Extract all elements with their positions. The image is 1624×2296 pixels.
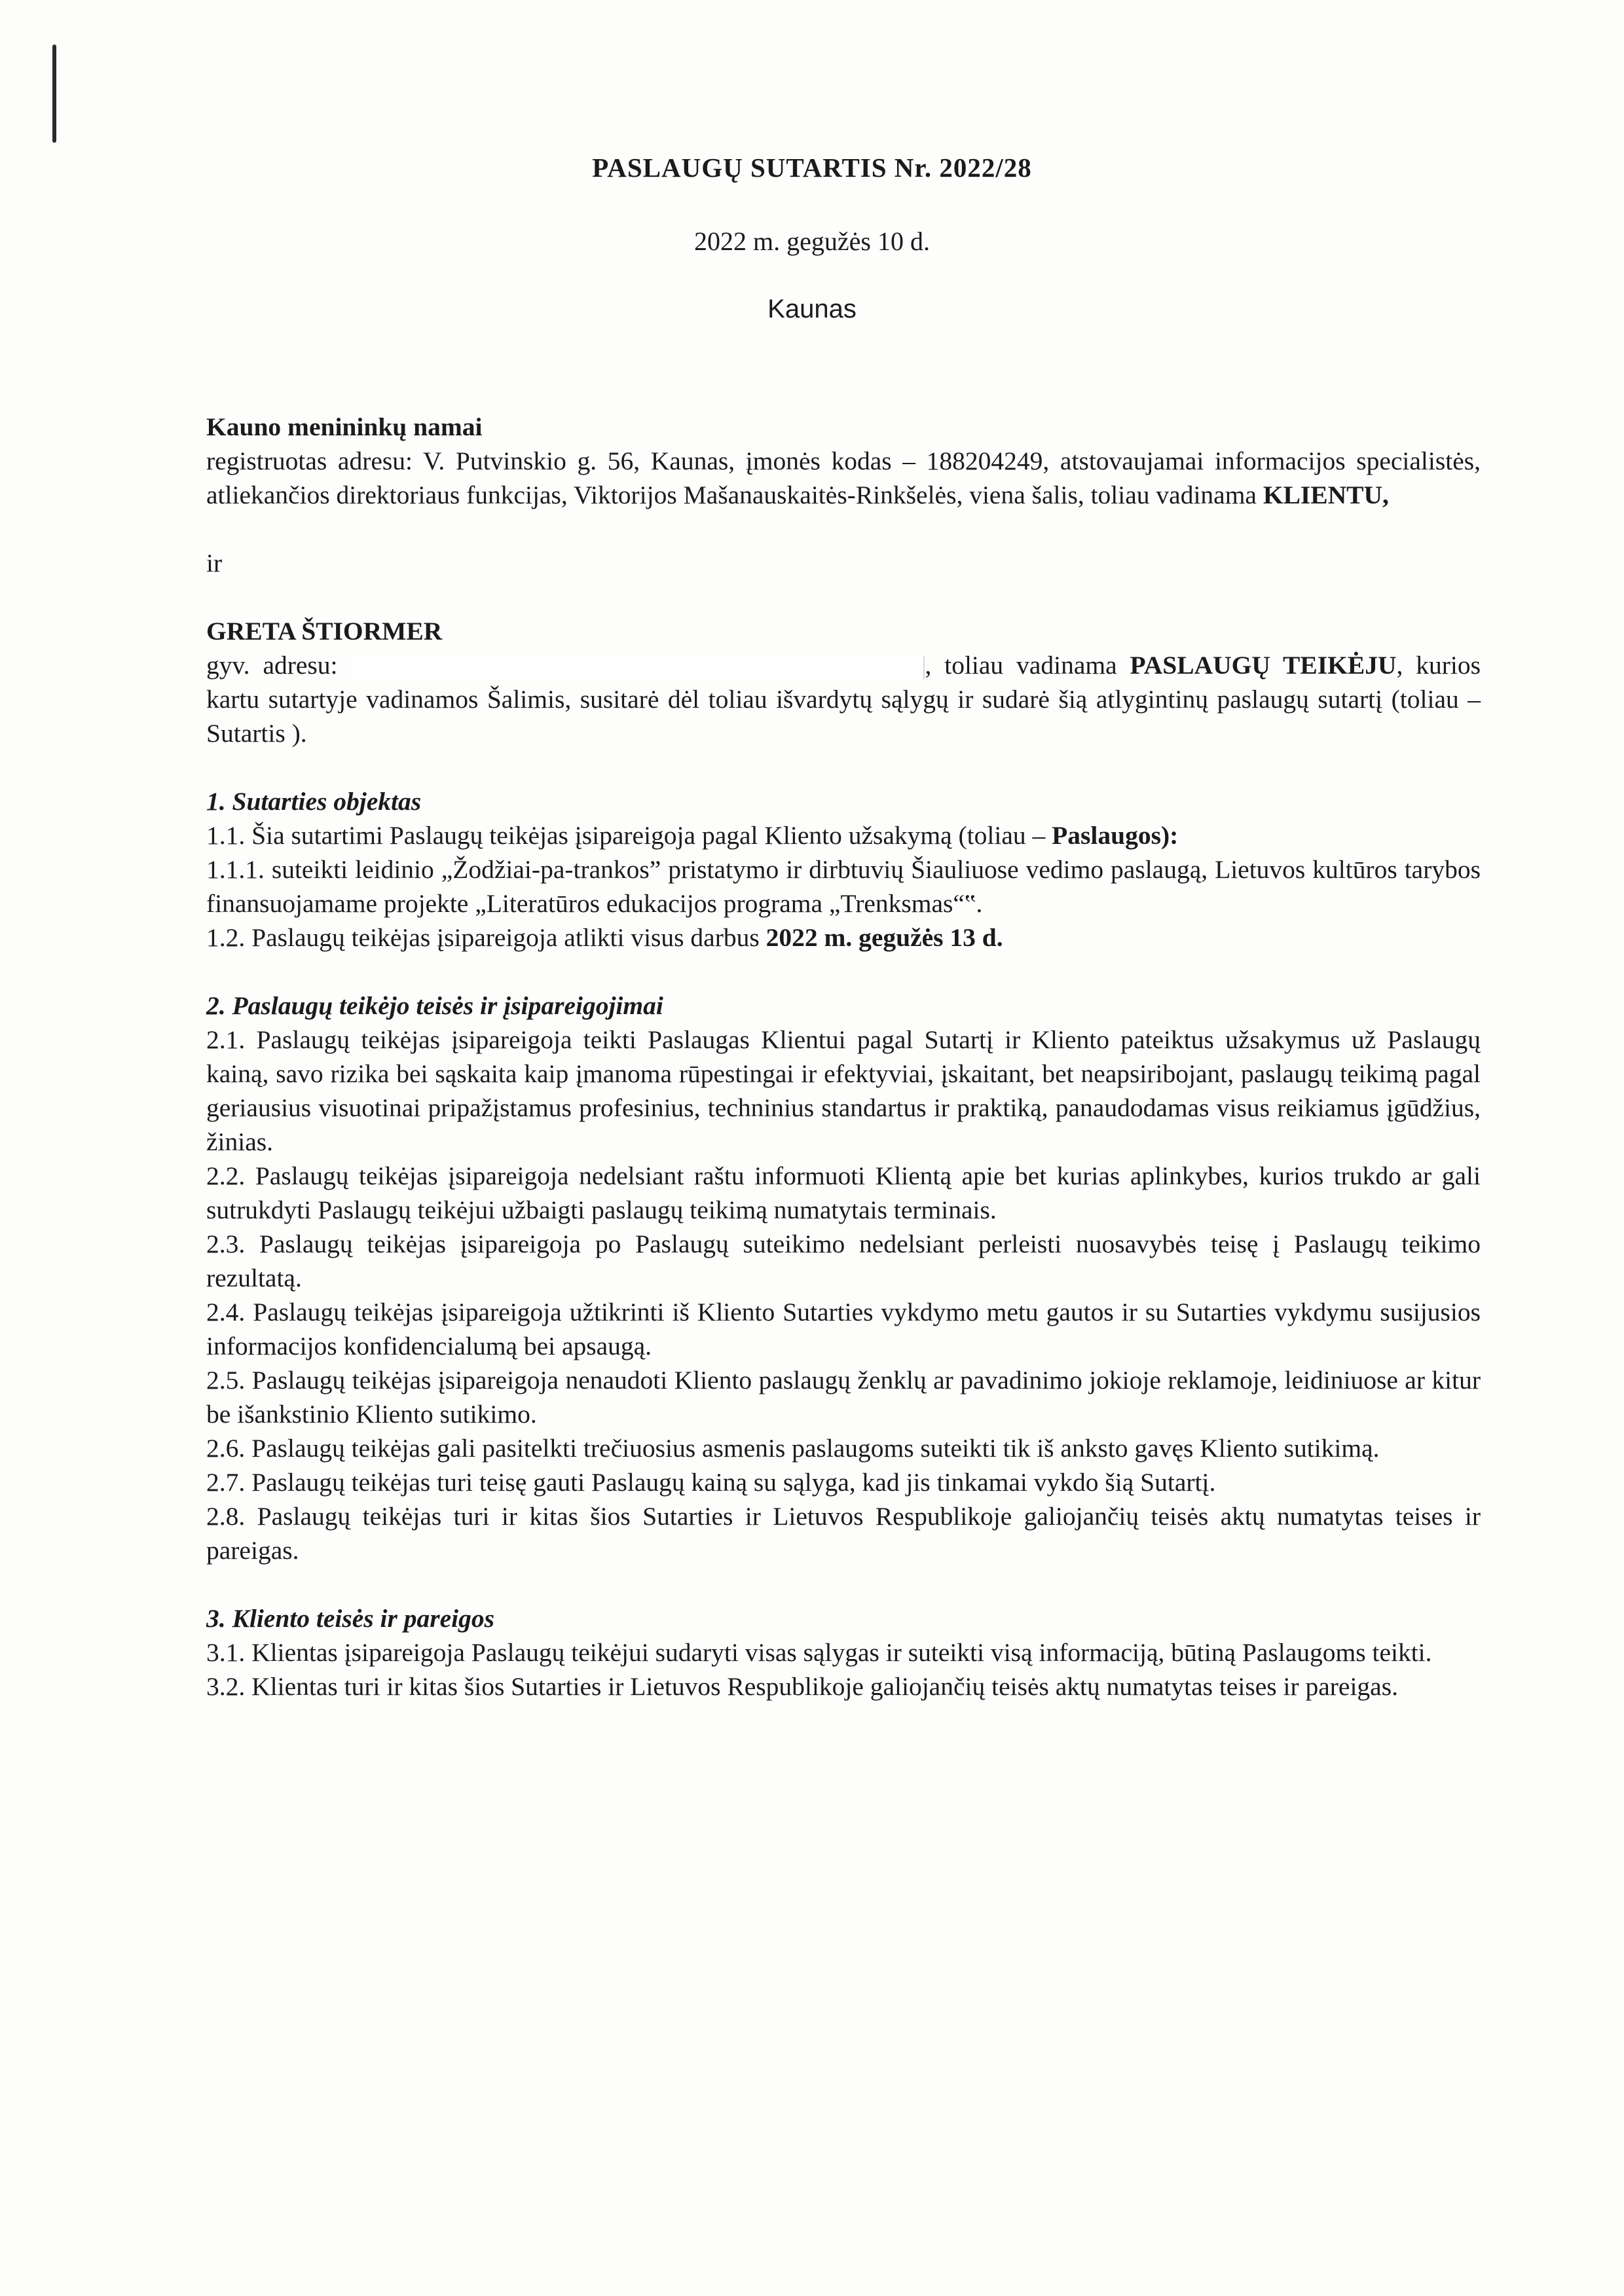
clause-1-1-1: 1.1.1. suteikti leidinio „Žodžiai-pa-trankos” pristatymo ir dirbtuvių Šiauliuose vedimo paslaugą, Lietuvos kultūros tarybos finansuojamame projekte „Literatūros edukacijos programa „Trenksmas“‟. — [206, 855, 1481, 918]
party1-text: registruotas adresu: V. Putvinskio g. 56, Kaunas, įmonės kodas – 188204249, atstovaujamai informacijos specialistės, atliekančios direktoriaus funkcijas, Viktorijos Mašanauskaitės-Rinkšelės, viena šalis, toliau vadinama — [206, 446, 1481, 509]
redacted-address — [350, 656, 925, 680]
clause-1-2-text: 1.2. Paslaugų teikėjas įsipareigoja atlikti visus darbus — [206, 923, 760, 952]
clause-2-1: 2.1. Paslaugų teikėjas įsipareigoja teikti Paslaugas Klientui pagal Sutartį ir Kliento pateiktus užsakymus už Paslaugų kainą, savo rizika bei sąskaita kaip įmanoma rūpestingai ir efektyviai, įskaitant, bet neapsiribojant, paslaugų teikimą pagal geriausius visuotinai pripažįstamus profesinius, techninius standartus ir praktiką, panaudodamas visus reikiamus įgūdžius, žinias. — [206, 1025, 1481, 1156]
clause-2-8: 2.8. Paslaugų teikėjas turi ir kitas šios Sutarties ir Lietuvos Respublikoje galiojančių teisės aktų numatytas teises ir pareigas. — [206, 1502, 1481, 1565]
clause-2-4: 2.4. Paslaugų teikėjas įsipareigoja užtikrinti iš Kliento Sutarties vykdymo metu gautos ir su Sutarties vykdymu susijusios informacijos konfidencialumą bei apsaugą. — [206, 1298, 1481, 1360]
clause-1-1-text: 1.1. Šia sutartimi Paslaugų teikėjas įsipareigoja pagal Kliento užsakymą (toliau – — [206, 821, 1046, 850]
party1-details — [206, 444, 1481, 512]
party2-details — [206, 648, 1481, 750]
clause-3-1: 3.1. Klientas įsipareigoja Paslaugų teikėjui sudaryti visas sąlygas ir suteikti visą informaciją, būtiną Paslaugoms teikti. — [206, 1638, 1432, 1667]
clause-3-2: 3.2. Klientas turi ir kitas šios Sutarties ir Lietuvos Respublikoje galiojančių teisės aktų numatytas teises ir pareigas. — [206, 1672, 1398, 1701]
section3-heading: 3. Kliento teisės ir pareigos — [206, 1604, 494, 1633]
clause-1-1-bold: Paslaugos): — [1052, 821, 1179, 850]
clause-1-2 — [206, 920, 1481, 955]
party1-name: Kauno menininkų namai — [206, 412, 483, 441]
contract-title: PASLAUGŲ SUTARTIS Nr. 2022/28 — [592, 153, 1032, 183]
contract-date: 2022 m. gegužės 10 d. — [694, 227, 930, 256]
party2-name: GRETA ŠTIORMER — [206, 617, 443, 646]
contract-body — [206, 410, 1481, 1704]
section2-heading: 2. Paslaugų teikėjo teisės ir įsipareigojimai — [206, 991, 663, 1020]
party1-role: KLIENTU, — [1263, 481, 1389, 509]
clause-2-6: 2.6. Paslaugų teikėjas gali pasitelkti trečiuosius asmenis paslaugoms suteikti tik iš anksto gavęs Kliento sutikimą. — [206, 1434, 1380, 1463]
scan-edge-mark — [52, 45, 56, 143]
party2-after-redaction: , toliau vadinama — [925, 651, 1117, 680]
clause-2-7: 2.7. Paslaugų teikėjas turi teisę gauti Paslaugų kainą su sąlyga, kad jis tinkamai vykdo šią Sutartį. — [206, 1468, 1216, 1497]
clause-2-2: 2.2. Paslaugų teikėjas įsipareigoja nedelsiant raštu informuoti Klientą apie bet kurias aplinkybes, kurios trukdo ar gali sutrukdyti Paslaugų teikėjui užbaigti paslaugų teikimą numatytais terminais. — [206, 1161, 1481, 1224]
clause-2-3: 2.3. Paslaugų teikėjas įsipareigoja po Paslaugų suteikimo nedelsiant perleisti nuosavybės teisę į Paslaugų teikimo rezultatą. — [206, 1230, 1481, 1292]
party2-address-label: gyv. adresu: — [206, 651, 338, 680]
clause-1-2-date: 2022 m. gegužės 13 d. — [766, 923, 1003, 952]
clause-1-1 — [206, 818, 1481, 852]
clause-2-5: 2.5. Paslaugų teikėjas įsipareigoja nenaudoti Kliento paslaugų ženklų ar pavadinimo jokioje reklamoje, leidiniuose ar kitur be išankstinio Kliento sutikimo. — [206, 1366, 1481, 1429]
conjunction-ir: ir — [206, 549, 223, 577]
party2-text: , kurios kartu sutartyje vadinamos Šalimis, susitarė dėl toliau išvardytų sąlygų ir sudarė šią atlygintinų paslaugų sutartį (toliau – Sutartis ). — [206, 651, 1481, 748]
section1-heading: 1. Sutarties objektas — [206, 787, 422, 816]
party2-role: PASLAUGŲ TEIKĖJU — [1130, 651, 1397, 680]
contract-city: Kaunas — [767, 295, 857, 323]
